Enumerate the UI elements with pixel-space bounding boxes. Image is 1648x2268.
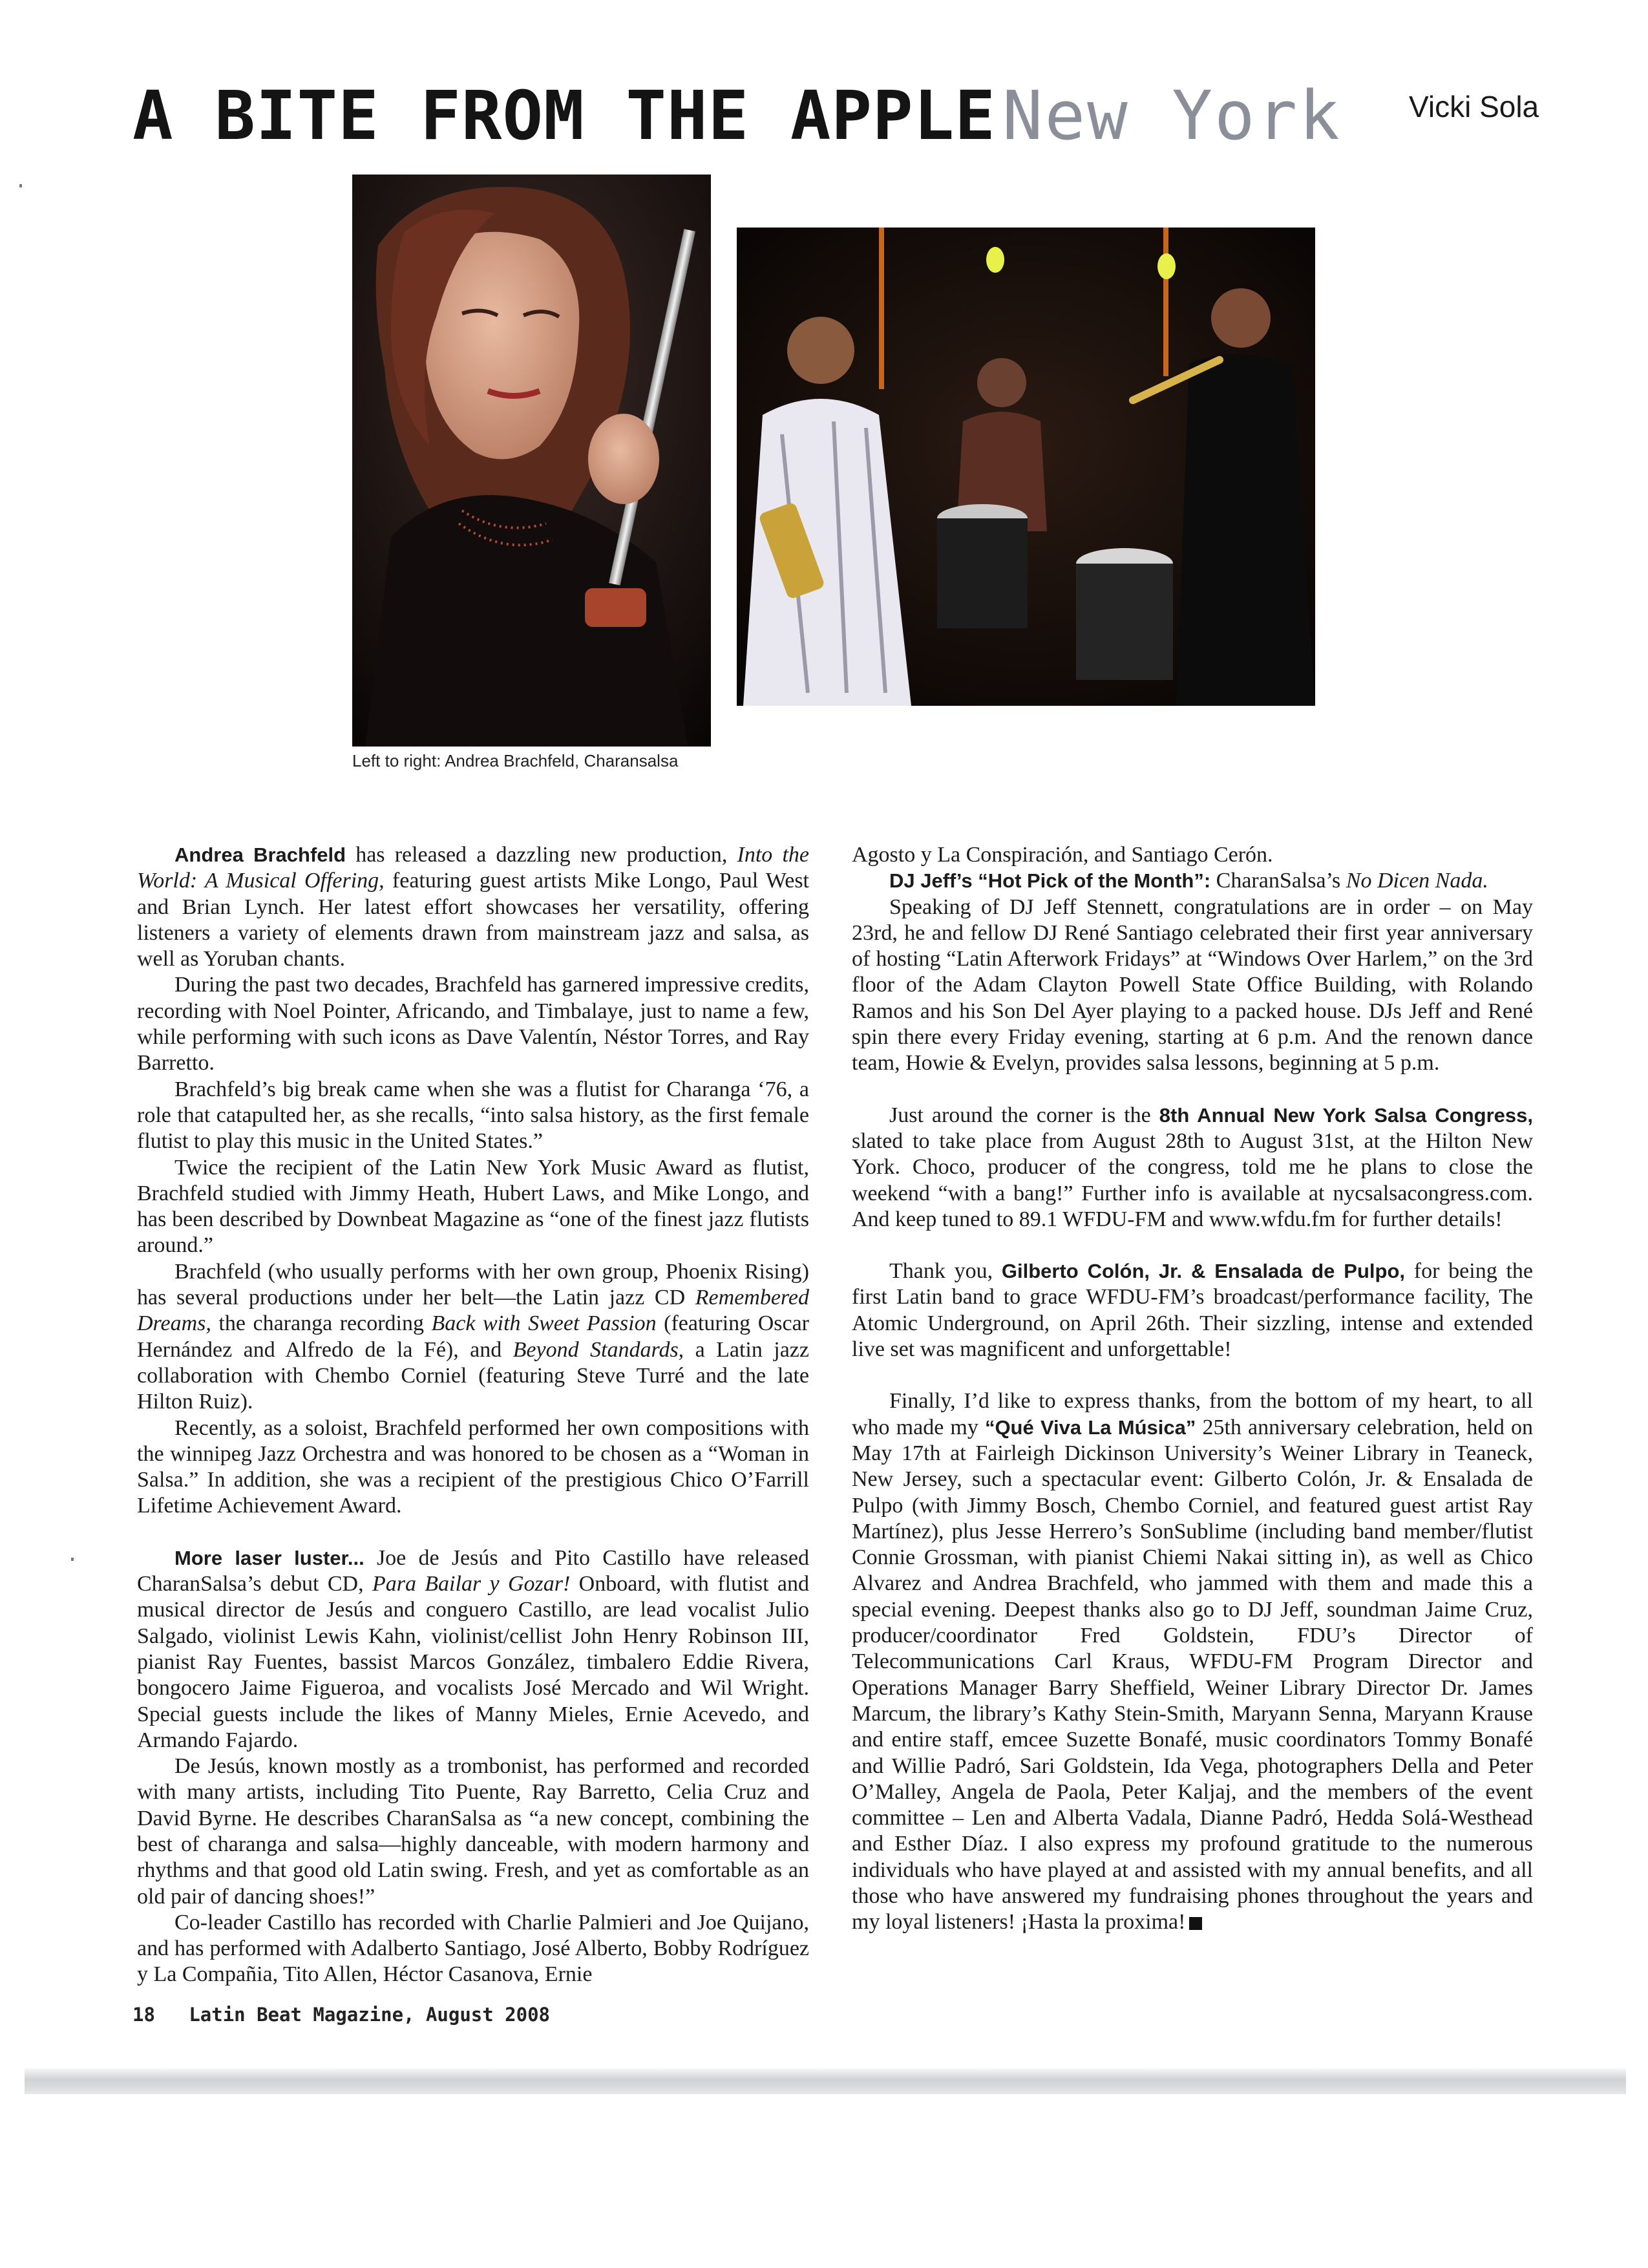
text-run: (featuring Oscar Hernández and Alfredo de la Fé), and xyxy=(137,1311,809,1362)
album-title-no-dicen-nada: No Dicen Nada. xyxy=(1346,869,1488,893)
paragraph-anniversary: Speaking of DJ Jeff Stennett, congratulations are in order – on May 23rd, he and fellow DJ René Santiago celebrated their first year anniversary of hosting “Latin Afterwork Fridays” at “Windows Over Harlem,” on the 3rd floor of the Adam Clayton Powell State Office Building, with Rolando Ramos and his Son Del Ayer playing to a packed house. DJs Jeff and René spin there every Friday evening, starting at 6 p.m. And the renown dance team, Howie & Evelyn, provides salsa lessons, beginning at 5 p.m. xyxy=(852,895,1533,1076)
lead-salsa-congress: 8th Annual New York Salsa Congress, xyxy=(1159,1103,1533,1127)
text-run: Brachfeld (who usually performs with her own group, Phoenix Rising) has several productions under her belt—the Latin jazz CD xyxy=(137,1259,809,1310)
lead-dj-jeff-hot-pick: DJ Jeff’s “Hot Pick of the Month”: xyxy=(889,869,1211,893)
album-title: Remembered Dreams, xyxy=(137,1286,809,1336)
paragraph-finally xyxy=(852,1388,1533,1935)
paragraph-continued: Agosto y La Conspiración, and Santiago Cerón. xyxy=(852,843,1273,867)
photo-andrea-brachfeld xyxy=(352,175,711,747)
paragraph-castillo: Co-leader Castillo has recorded with Charlie Palmieri and Joe Quijano, and has performed with Adalberto Santiago, José Alberto, Bobby Rodríguez y La Compañia, Tito Allen, Héctor Casanova, Ernie xyxy=(137,1910,809,1987)
lead-gilberto-colon: Gilberto Colón, Jr. & Ensalada de Pulpo, xyxy=(1001,1260,1406,1283)
scan-speck xyxy=(19,184,22,187)
paragraph-big-break: Brachfeld’s big break came when she was a flutist for Charanga ‘76, a role that catapulted her, as she recalls, “into salsa history, as the first female flutist to play this music in the United States.” xyxy=(137,1077,809,1154)
paragraph-awards: Twice the recipient of the Latin New York Music Award as flutist, Brachfeld studied with Jimmy Heath, Hubert Laws, and Mike Longo, and has been described by Downbeat Magazine as “one of the finest jazz flutists around.” xyxy=(137,1155,809,1258)
lead-que-viva-la-musica: “Qué Viva La Música” xyxy=(984,1415,1196,1439)
title-main: A BITE FROM THE APPLE xyxy=(132,76,996,155)
scan-edge-band xyxy=(25,2068,1626,2094)
paragraph-laser-luster xyxy=(137,1545,809,1754)
end-of-article-mark xyxy=(1189,1917,1202,1930)
album-title: Beyond Standards, xyxy=(512,1337,684,1362)
page-title xyxy=(132,76,1342,155)
album-title: Back with Sweet Passion xyxy=(431,1311,657,1336)
text-run: a Latin jazz collaboration with Chembo Corniel (featuring Steve Turré and the late Hilton Ruiz). xyxy=(137,1337,809,1414)
page-footer xyxy=(132,2004,550,2026)
text-run: Thank you, xyxy=(889,1259,1002,1284)
paragraph-thank-you xyxy=(852,1258,1533,1362)
band-illustration xyxy=(737,228,1315,706)
text-run: has released a dazzling new production, xyxy=(346,843,737,867)
paragraph-soloist: Recently, as a soloist, Brachfeld performed her own compositions with the winnipeg Jazz Orchestra and was honored to be chosen as a “Woman in Salsa.” In addition, she was a recipient of the prestigious Chico O’Farrill Lifetime Achievement Award. xyxy=(137,1415,809,1518)
scan-speck xyxy=(71,1558,74,1561)
byline: Vicki Sola xyxy=(1409,90,1539,123)
photo-caption: Left to right: Andrea Brachfeld, Charansalsa xyxy=(352,751,679,770)
portrait-illustration xyxy=(352,175,711,747)
text-run: Joe de Jesús and Pito Castillo have released CharanSalsa’s debut CD, xyxy=(137,1545,809,1596)
publication-name: Latin Beat Magazine, August 2008 xyxy=(189,2004,551,2026)
text-run: featuring guest artists Mike Longo, Paul West and Brian Lynch. Her latest effort showcases her versatility, offering listeners a variety of elements drawn from mainstream jazz and salsa, as well as Yoruban chants. xyxy=(137,869,809,971)
right-column xyxy=(852,842,1533,1936)
text-run: Just around the corner is the xyxy=(889,1103,1159,1127)
lead-more-laser-luster: More laser luster... xyxy=(174,1546,364,1569)
album-title-into-the-world: Into the World: A Musical Offering, xyxy=(137,843,809,893)
text-run: slated to take place from August 28th to August 31st, at the Hilton New York. Choco, producer of the congress, told me he plans to close the weekend “with a bang!” Further info is available at nycsalsacongress.com. And keep tuned to 89.1 WFDU-FM and www.wfdu.fm for further details! xyxy=(852,1129,1533,1231)
paragraph-de-jesus: De Jesús, known mostly as a trombonist, has performed and recorded with many artists, including Tito Puente, Ray Barretto, Celia Cruz and David Byrne. He describes CharanSalsa as “a new concept, combining the best of charanga and salsa—highly danceable, with modern harmony and rhythms and that good old Latin swing. Fresh, and yet as comfortable as an old pair of dancing shoes!” xyxy=(137,1754,809,1909)
left-column xyxy=(137,842,809,1988)
text-run: Finally, I’d like to express thanks, from the bottom of my heart, to all who made my xyxy=(852,1389,1533,1439)
text-run: CharanSalsa’s xyxy=(1210,869,1346,893)
paragraph-hot-pick xyxy=(852,868,1533,894)
text-run: for being the first Latin band to grace WFDU-FM’s broadcast/performance facility, The Atomic Underground, on April 26th. Their sizzling, intense and extended live set was magnificent and unforgettable! xyxy=(852,1259,1534,1362)
paragraph-brachfeld-intro xyxy=(137,842,809,972)
paragraph-productions xyxy=(137,1259,809,1415)
paragraph-credits: During the past two decades, Brachfeld has garnered impressive credits, recording with Noel Pointer, Africando, and Timbalaye, just to name a few, while performing with such icons as Dave Valentín, Néstor Torres, and Ray Barretto. xyxy=(137,973,809,1076)
photo-charansalsa xyxy=(737,228,1315,706)
text-run: 25th anniversary celebration, held on May 17th at Fairleigh Dickinson University’s Weiner Library in Teaneck, New Jersey, such a spectacular event: Gilberto Colón, Jr. & Ensalada de Pulpo (with Jimmy Bosch, Chembo Corniel, and featured guest artist Ray Martínez), plus Jesse Herrero’s SonSublime (including band member/flutist Connie Grossman, with pianist Chiemi Nakai sitting in), as well as Chico Alvarez and Andrea Brachfeld, who jammed with them and made this a special evening. Deepest thanks also go to DJ Jeff, soundman Jaime Cruz, producer/coordinator Fred Goldstein, FDU’s Director of Telecommunications Carl Kraus, WFDU-FM Program Director and Operations Manager Barry Sheffield, Weiner Library Director Dr. James Marcum, the library’s Kathy Stein-Smith, Maryann Senna, Maryann Krause and entire staff, emcee Suzette Bonafé, music coordinators Tommy Bonafé and Willie Padró, Sari Goldstein, Ida Vega, photographers Della and Peter O’Malley, Angela de Paola, Peter Kaljaj, and the members of the event committee – Len and Alberta Vadala, Dianne Padró, Hedda Solá-Westhead and Esther Díaz. I also express my profound gratitude to the numerous individuals who have played at and assisted with my annual benefits, and all those who have answered my fundraising phones throughout the years and my loyal listeners! ¡Hasta la proxima! xyxy=(852,1415,1533,1934)
album-title-para-bailar: Para Bailar y Gozar! xyxy=(372,1572,571,1596)
paragraph-salsa-congress xyxy=(852,1103,1533,1233)
page-number: 18 xyxy=(132,2004,155,2026)
lead-andrea-brachfeld: Andrea Brachfeld xyxy=(174,843,346,866)
title-subtitle: New York xyxy=(1002,76,1342,155)
text-run: Onboard, with flutist and musical director de Jesús and conguero Castillo, are lead vocalist Julio Salgado, violinist Lewis Kahn, violinist/cellist John Henry Robinson III, pianist Ray Fuentes, bassist Marcos González, timbalero Eddie Rivera, bongocero Jaime Figueroa, and vocalists José Mercado and Wil Wright. Special guests include the likes of Manny Mieles, Ernie Acevedo, and Armando Fajardo. xyxy=(137,1572,810,1752)
text-run: the charanga recording xyxy=(211,1311,432,1336)
